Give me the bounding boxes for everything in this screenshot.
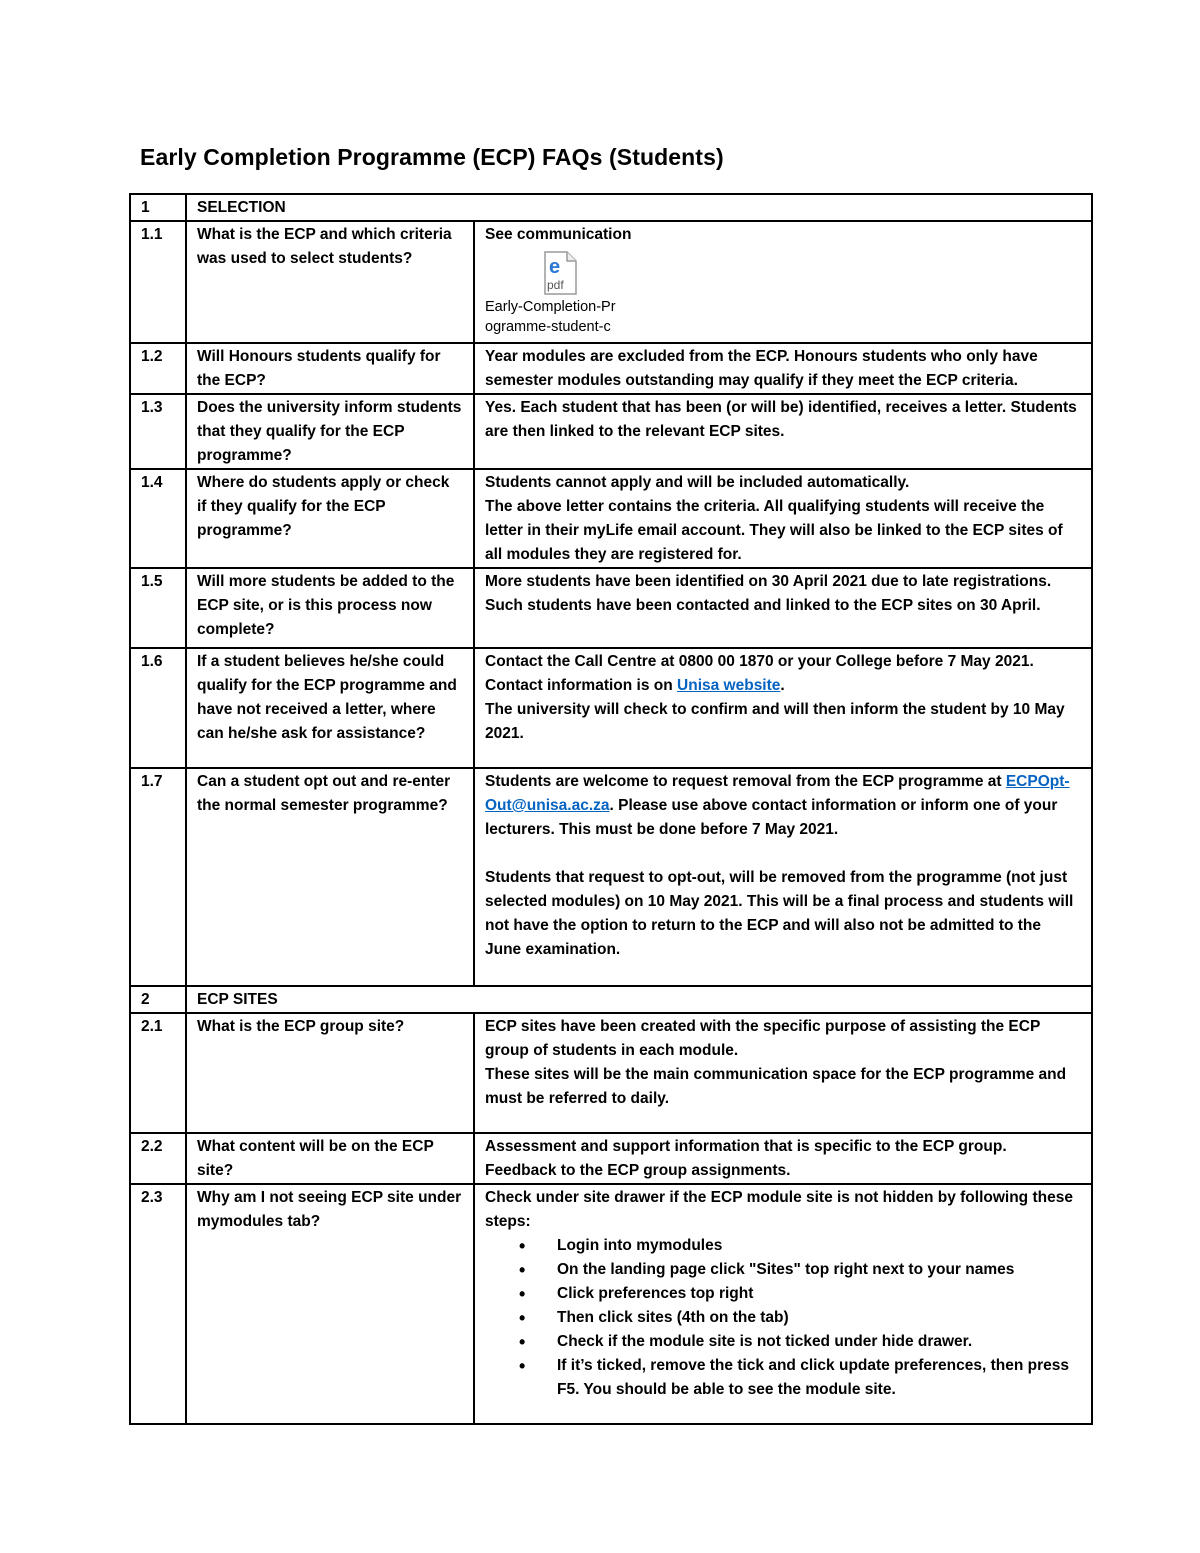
pdf-attachment[interactable] [485,251,640,337]
faq-question: Where do students apply or check if they qualify for the ECP programme? [186,469,474,568]
faq-number: 2.3 [130,1184,186,1424]
faq-number: 1.3 [130,394,186,469]
pdf-icon-label: pdf [547,278,564,292]
faq-answer: More students have been identified on 30 April 2021 due to late registrations. Such students have been contacted and linked to the ECP sites on 30 April. [474,568,1092,648]
faq-number: 2.2 [130,1133,186,1184]
faq-number: 1.7 [130,768,186,986]
faq-number: 2.1 [130,1013,186,1133]
faq-row [130,1184,1092,1424]
paragraph-gap [485,842,1081,866]
answer-paragraph: ECP sites have been created with the specific purpose of assisting the ECP group of students in each module. [485,1018,1041,1059]
answer-paragraph: Check under site drawer if the ECP module site is not hidden by following these steps: [485,1189,1073,1230]
faq-row [130,221,1092,343]
faq-answer [474,1133,1092,1184]
answer-paragraph: These sites will be the main communication space for the ECP programme and must be referred to daily. [485,1066,1067,1107]
faq-row [130,343,1092,394]
faq-answer [474,1184,1092,1424]
faq-number: 1.5 [130,568,186,648]
pdf-icon-letter: e [549,256,561,278]
page-title: Early Completion Programme (ECP) FAQs (Students) [140,144,724,170]
faq-answer [474,221,1092,343]
unisa-website-link[interactable]: Unisa website [677,677,781,694]
faq-answer [474,768,1092,986]
list-item: • Login into mymodules [557,1234,1081,1258]
answer-text: . [780,677,785,694]
faq-row [130,648,1092,768]
faq-question: What is the ECP and which criteria was used to select students? [186,221,474,343]
answer-paragraph: Feedback to the ECP group assignments. [485,1162,791,1179]
section-number: 2 [130,986,186,1013]
answer-paragraph: Students cannot apply and will be included automatically. [485,474,910,491]
faq-question: Why am I not seeing ECP site under mymodules tab? [186,1184,474,1424]
list-item: • Check if the module site is not ticked under hide drawer. [557,1330,1081,1354]
faq-number: 1.6 [130,648,186,768]
faq-number: 1.1 [130,221,186,343]
list-item: • Then click sites (4th on the tab) [557,1306,1081,1330]
faq-question: What content will be on the ECP site? [186,1133,474,1184]
faq-answer: Year modules are excluded from the ECP. Honours students who only have semester modules outstanding may qualify if they meet the ECP criteria. [474,343,1092,394]
faq-question: What is the ECP group site? [186,1013,474,1133]
faq-answer [474,1013,1092,1133]
faq-row [130,1013,1092,1133]
faq-answer: Yes. Each student that has been (or will be) identified, receives a letter. Students are then linked to the relevant ECP sites. [474,394,1092,469]
faq-question: Will more students be added to the ECP site, or is this process now complete? [186,568,474,648]
faq-answer [474,648,1092,768]
opt-out-email-link[interactable]: ECPOpt-Out@unisa.ac.za [485,773,1070,814]
faq-row [130,568,1092,648]
answer-paragraph: The university will check to confirm and will then inform the student by 10 May 2021. [485,701,1065,742]
faq-row [130,394,1092,469]
list-item: • If it’s ticked, remove the tick and click update preferences, then press F5. You should be able to see the module site. [557,1354,1081,1402]
section-header-row [130,986,1092,1013]
faq-row [130,469,1092,568]
section-header-row [130,194,1092,221]
faq-answer [474,469,1092,568]
faq-number: 1.2 [130,343,186,394]
answer-text: . Please use above contact information or inform one of your lecturers. This must be done before 7 May 2021. [485,797,1058,838]
faq-question: If a student believes he/she could qualify for the ECP programme and have not received a letter, where can he/she ask for assistance? [186,648,474,768]
pdf-file-icon [543,251,577,295]
answer-paragraph [485,650,1081,698]
list-item: • Click preferences top right [557,1282,1081,1306]
faq-number: 1.4 [130,469,186,568]
attachment-name-line2: ogramme-student-c [485,319,611,335]
section-heading: ECP SITES [186,986,1092,1013]
answer-paragraph: Students that request to opt-out, will be removed from the programme (not just selected modules) on 10 May 2021. This will be a final process and students will not have the option to return to the ECP and will also not be admitted to the June examination. [485,869,1074,958]
answer-text: Students are welcome to request removal from the ECP programme at [485,773,1006,790]
attachment-name-line1: Early-Completion-Pr [485,299,616,315]
faq-table [129,193,1093,1425]
faq-question: Can a student opt out and re-enter the normal semester programme? [186,768,474,986]
steps-list [485,1234,1081,1402]
answer-text: Contact the Call Centre at 0800 00 1870 or your College before 7 May 2021. Contact information is on [485,653,1034,694]
answer-paragraph: The above letter contains the criteria. All qualifying students will receive the letter in their myLife email account. They will also be linked to the ECP sites of all modules they are registered for. [485,498,1063,563]
faq-question: Does the university inform students that they qualify for the ECP programme? [186,394,474,469]
answer-paragraph [485,770,1081,842]
section-heading: SELECTION [186,194,1092,221]
section-number: 1 [130,194,186,221]
faq-question: Will Honours students qualify for the ECP? [186,343,474,394]
faq-row [130,768,1092,986]
answer-intro: See communication [485,226,632,243]
faq-row [130,1133,1092,1184]
list-item: • On the landing page click "Sites" top right next to your names [557,1258,1081,1282]
answer-paragraph: Assessment and support information that is specific to the ECP group. [485,1138,1007,1155]
